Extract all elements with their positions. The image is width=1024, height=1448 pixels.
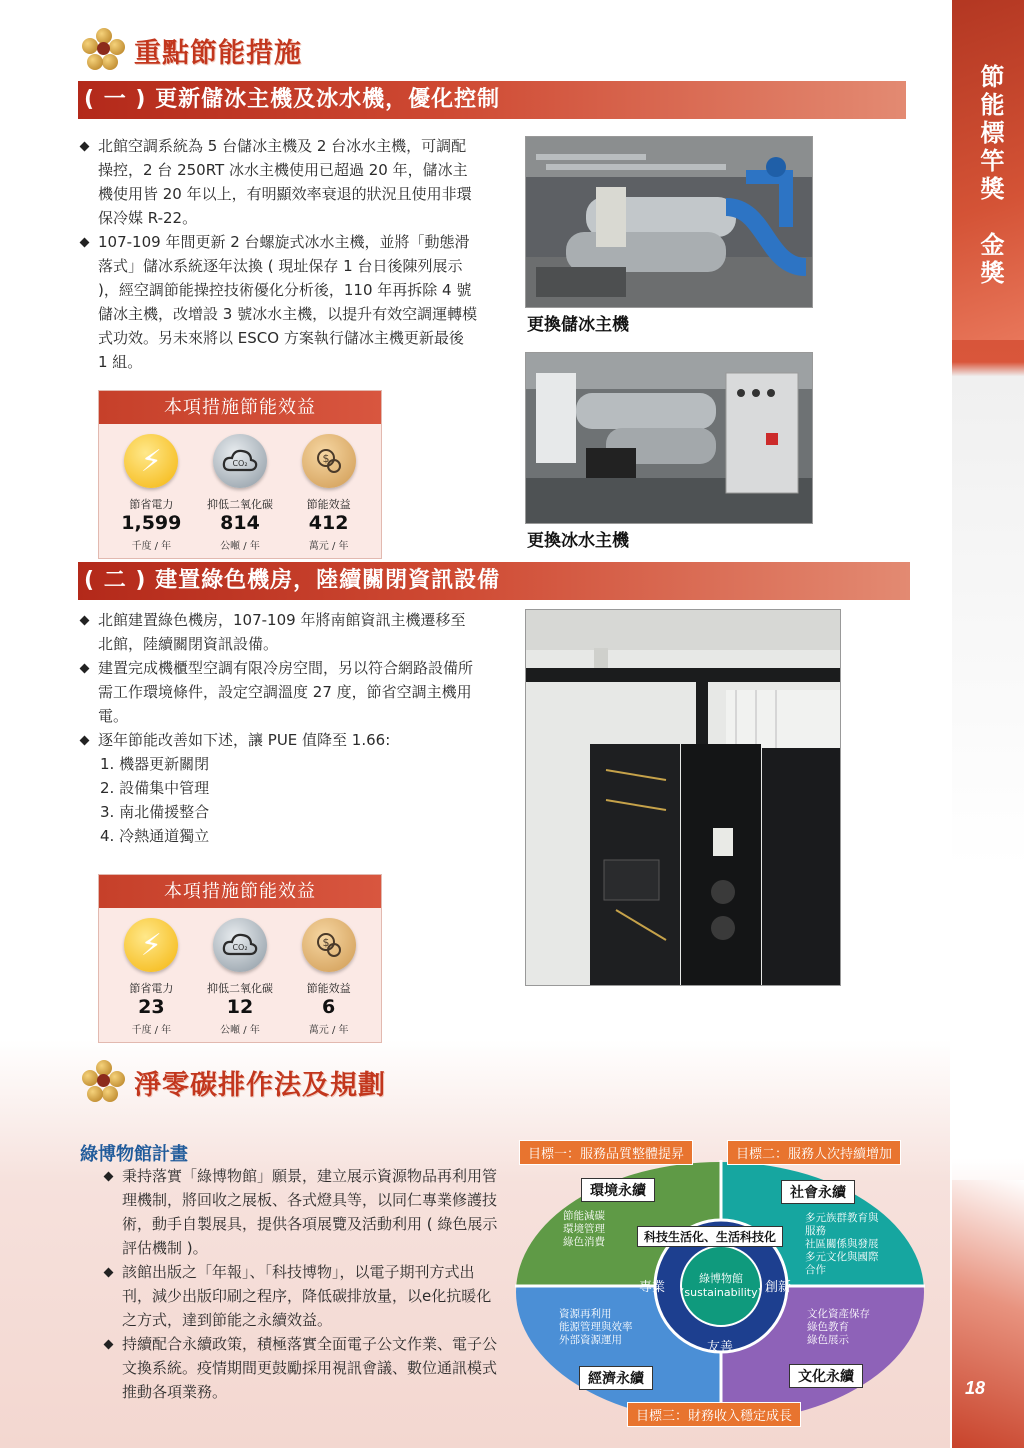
co2-cloud-icon: [213, 918, 267, 972]
flower-icon: [82, 28, 126, 72]
goal-tag-3: 目標三：財務收入穩定成長: [627, 1402, 801, 1427]
label-cultural: 文化永續: [789, 1364, 863, 1388]
label-economic: 經濟永續: [579, 1366, 653, 1390]
benefit-unit: 公噸 / 年: [220, 1025, 260, 1036]
lightning-icon: ⚡: [124, 918, 178, 972]
section-heading-2: [82, 1060, 386, 1104]
subheading-bar-1: ( 一 ) 更新儲冰主機及冰水機，優化控制: [78, 81, 906, 119]
list-item: 北館建置綠色機房，107-109 年將南館資訊主機遷移至北館，陸續關閉資訊設備。: [78, 608, 478, 656]
benefit-value: 12: [226, 996, 254, 1018]
center-subtitle: (sustainability): [680, 1286, 762, 1299]
photo-chiller: [525, 352, 813, 524]
goal-tag-1: 目標一：服務品質整體提昇: [519, 1140, 693, 1165]
list-item: 持續配合永續政策，積極落實全面電子公文作業、電子公文換系統。疫情期間更鼓勵採用視訊會議、數位通訊模式推動各項業務。: [102, 1332, 498, 1404]
benefit-value: 814: [220, 512, 260, 534]
sustainability-diagram: [515, 1140, 925, 1428]
svg-text:$: $: [322, 936, 330, 949]
green-museum-title: 綠博物館計畫: [80, 1144, 188, 1165]
list-item: 4. 冷熱通道獨立: [100, 827, 210, 845]
word-innovation: 創新: [765, 1280, 792, 1295]
benefit-value: 23: [138, 996, 165, 1018]
benefit-money: [289, 918, 369, 1036]
benefit-heading: 本項措施節能效益: [99, 391, 381, 424]
lightning-icon: ⚡: [124, 434, 178, 488]
photo-server-room: [525, 609, 841, 986]
benefit-power: [111, 434, 191, 552]
center-banner: 科技生活化、生活科技化: [637, 1226, 783, 1247]
benefit-co2: [200, 918, 280, 1036]
benefit-heading: 本項措施節能效益: [99, 875, 381, 908]
list-item: 2. 設備集中管理: [100, 779, 210, 797]
word-friendly: 友善: [707, 1340, 734, 1355]
benefit-label: 抑低二氧化碳: [206, 982, 273, 995]
list-item: 建置完成機櫃型空調有限冷房空間，另以符合網路設備所需工作環境條件，設定空調溫度 27 度，節省空調主機用電。: [78, 656, 478, 728]
section-title: 重點節能措施: [134, 37, 302, 69]
section-heading-1: [82, 28, 302, 72]
benefit-box-2: [98, 874, 382, 1043]
list-item: 逐年節能改善如下述，讓 PUE 值降至 1.66:: [78, 728, 478, 752]
benefit-unit: 萬元 / 年: [308, 541, 349, 552]
numbered-list: [80, 752, 380, 848]
bullet-list-2: [78, 608, 478, 752]
benefit-value: 1,599: [121, 512, 182, 534]
photo-caption: 更換儲冰主機: [527, 315, 629, 335]
bullet-list-3: [102, 1164, 498, 1404]
benefit-label: 節能效益: [306, 982, 351, 995]
side-award-title: 節能標竿獎 金獎: [976, 64, 1004, 288]
page-number: 18: [964, 1378, 986, 1398]
benefit-label: 抑低二氧化碳: [206, 498, 273, 511]
benefit-co2: [200, 434, 280, 552]
benefit-unit: 千度 / 年: [131, 1025, 172, 1036]
svg-text:CO₂: CO₂: [232, 943, 248, 952]
list-item: 107-109 年間更新 2 台螺旋式冰水主機，並將「動態滑落式」儲冰系統逐年汰換 ( 現址保存 1 台日後陳列展示 )，經空調節能操控技術優化分析後，110 年再拆除 4 號儲冰主機，改增設 3 號冰水主機，以提升有效空調運轉模式功效。另未來將以 ESCO 方案執行儲冰主機更新最後 1 組。: [78, 230, 478, 374]
section-title: 淨零碳排作法及規劃: [134, 1069, 386, 1101]
side-band-bottom: [952, 1180, 1024, 1448]
benefit-money: [289, 434, 369, 552]
photo-ice-storage-chiller: [525, 136, 813, 308]
co2-cloud-icon: [213, 434, 267, 488]
benefit-unit: 萬元 / 年: [308, 1025, 349, 1036]
label-environmental: 環境永續: [581, 1178, 655, 1202]
flower-icon: [82, 1060, 126, 1104]
list-item: 秉持落實「綠博物館」願景，建立展示資源物品再利用管理機制，將回收之展板、各式燈具等，以同仁專業修護技術，動手自製展具，提供各項展覽及活動利用 ( 綠色展示評估機制 )。: [102, 1164, 498, 1260]
q1-text: 節能減碳 環境管理 綠色消費: [563, 1210, 605, 1248]
benefit-value: 412: [308, 512, 349, 534]
list-item: 3. 南北備援整合: [100, 803, 210, 821]
q4-text: 文化資產保存 綠色教育 綠色展示: [807, 1308, 870, 1346]
benefit-label: 節能效益: [306, 498, 351, 511]
benefit-power: [111, 918, 191, 1036]
benefit-value: 6: [322, 996, 336, 1018]
benefit-label: 節省電力: [129, 498, 174, 511]
center-title: 綠博物館: [699, 1272, 743, 1285]
money-icon: [302, 434, 356, 488]
q2-text: 多元族群教育與 服務 社區關係與發展 多元文化與國際 合作: [805, 1212, 879, 1276]
list-item: 1. 機器更新關閉: [100, 755, 210, 773]
list-item: 北館空調系統為 5 台儲冰主機及 2 台冰水主機，可調配操控，2 台 250RT 冰水主機使用已超過 20 年，儲冰主機使用皆 20 年以上，有明顯效率衰退的狀況且使用非環保冷媒 R-22。: [78, 134, 478, 230]
benefit-box-1: [98, 390, 382, 559]
benefit-unit: 千度 / 年: [131, 541, 172, 552]
svg-text:$: $: [322, 452, 330, 465]
bullet-list-1: [78, 134, 478, 374]
word-professional: 專業: [639, 1280, 666, 1295]
svg-text:CO₂: CO₂: [232, 459, 248, 468]
benefit-label: 節省電力: [129, 982, 174, 995]
photo-caption: 更換冰水主機: [527, 531, 629, 551]
money-icon: [302, 918, 356, 972]
benefit-unit: 公噸 / 年: [220, 541, 260, 552]
label-social: 社會永續: [781, 1180, 855, 1204]
goal-tag-2: 目標二：服務人次持續增加: [727, 1140, 901, 1165]
q3-text: 資源再利用 能源管理與效率 外部資源運用: [559, 1308, 633, 1346]
list-item: 該館出版之「年報」、「科技博物」，以電子期刊方式出刊，減少出版印刷之程序，降低碳排放量，以e化抗暖化之方式，達到節能之永續效益。: [102, 1260, 498, 1332]
subheading-bar-2: ( 二 ) 建置綠色機房，陸續關閉資訊設備: [78, 562, 910, 600]
